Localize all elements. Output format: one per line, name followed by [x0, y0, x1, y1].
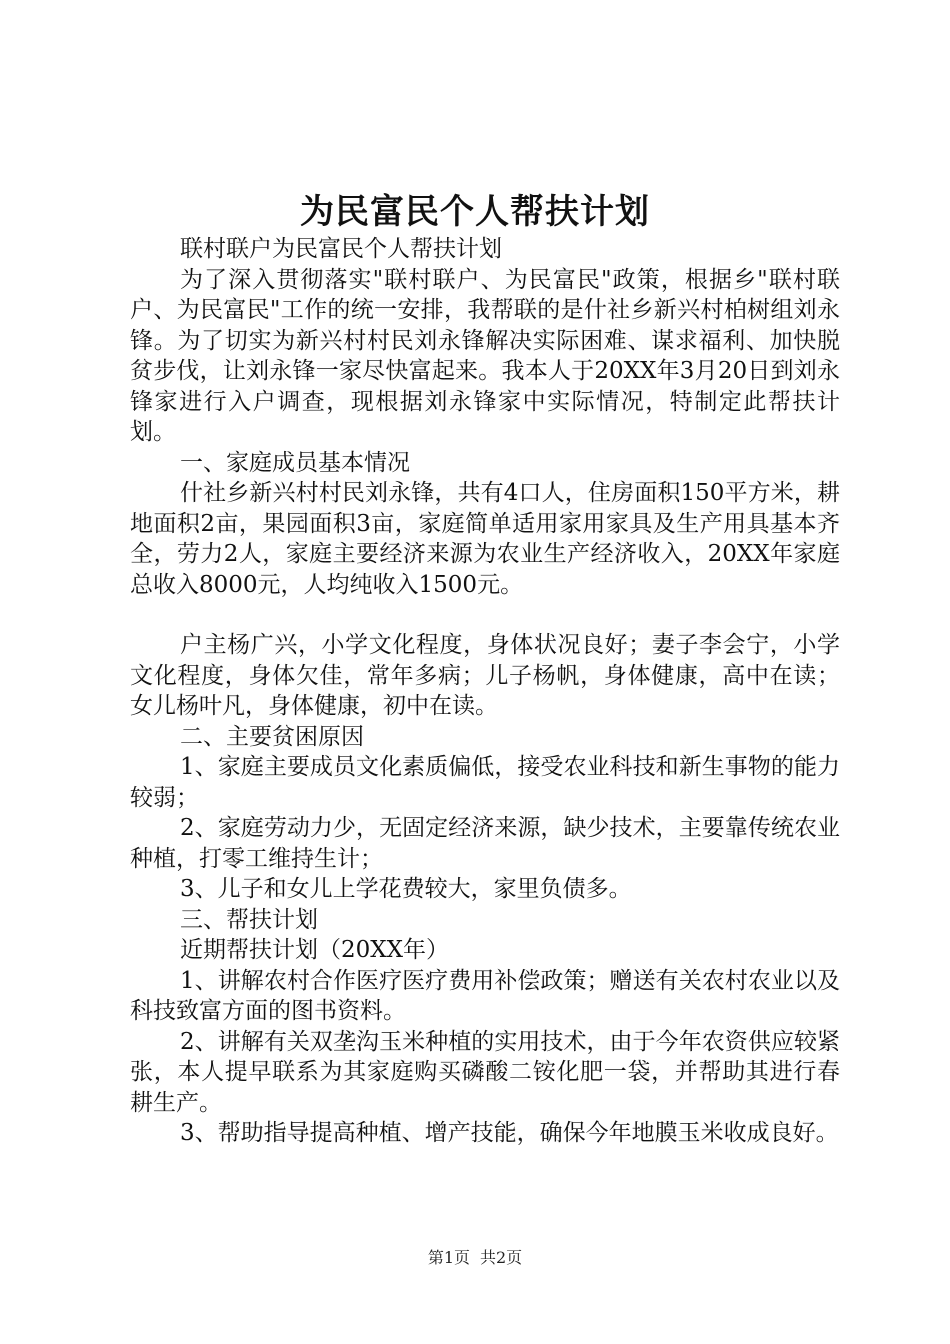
subheading-near-term-plan: 近期帮扶计划（20XX年） [180, 937, 450, 963]
section-heading-family: 一、家庭成员基本情况 [180, 449, 410, 476]
page-total: 共2页 [480, 1248, 523, 1267]
document-title: 为民富民个人帮扶计划 [300, 192, 650, 232]
paragraph-cause-1: 1、家庭主要成员文化素质偏低，接受农业科技和新生事物的能力较弱； [130, 754, 840, 811]
section-heading-causes: 二、主要贫困原因 [180, 723, 364, 750]
paragraph-family-members: 户主杨广兴，小学文化程度，身体状况良好；妻子李会宁，小学文化程度，身体欠佳，常年多病；儿子杨帆，身体健康，高中在读；女儿杨叶凡，身体健康，初中在读。 [130, 632, 840, 719]
paragraph-cause-2: 2、家庭劳动力少，无固定经济来源，缺少技术，主要靠传统农业种植，打零工维持生计； [130, 815, 840, 872]
paragraph-family-info: 什社乡新兴村村民刘永锋，共有4口人，住房面积150平方米，耕地面积2亩，果园面积3亩，家庭简单适用家用家具及生产用具基本齐全，劳力2人，家庭主要经济来源为农业生产经济收入，20XX年家庭总收入8000元，人均纯收入1500元。 [130, 480, 840, 598]
document-body [130, 234, 840, 1149]
paragraph-subtitle: 联村联户为民富民个人帮扶计划 [180, 236, 502, 262]
paragraph-plan-2: 2、讲解有关双垄沟玉米种植的实用技术，由于今年农资供应较紧张，本人提早联系为其家庭购买磷酸二铵化肥一袋，并帮助其进行春耕生产。 [130, 1028, 840, 1116]
paragraph-intro: 为了深入贯彻落实"联村联户、为民富民"政策，根据乡"联村联户、为民富民"工作的统一安排，我帮联的是什社乡新兴村柏树组刘永锋。为了切实为新兴村村民刘永锋解决实际困难、谋求福利、加快脱贫步伐，让刘永锋一家尽快富起来。我本人于20XX年3月20日到刘永锋家进行入户调查，现根据刘永锋家中实际情况，特制定此帮扶计划。 [130, 266, 840, 445]
section-heading-plan: 三、帮扶计划 [180, 906, 318, 933]
paragraph-plan-1: 1、讲解农村合作医疗医疗费用补偿政策；赠送有关农村农业以及科技致富方面的图书资料。 [130, 967, 840, 1024]
page-footer [0, 1245, 950, 1268]
paragraph-cause-3: 3、儿子和女儿上学花费较大，家里负债多。 [180, 876, 632, 902]
page-number: 第1页 [427, 1248, 470, 1267]
paragraph-plan-3: 3、帮助指导提高种植、增产技能，确保今年地膜玉米收成良好。 [180, 1120, 839, 1146]
